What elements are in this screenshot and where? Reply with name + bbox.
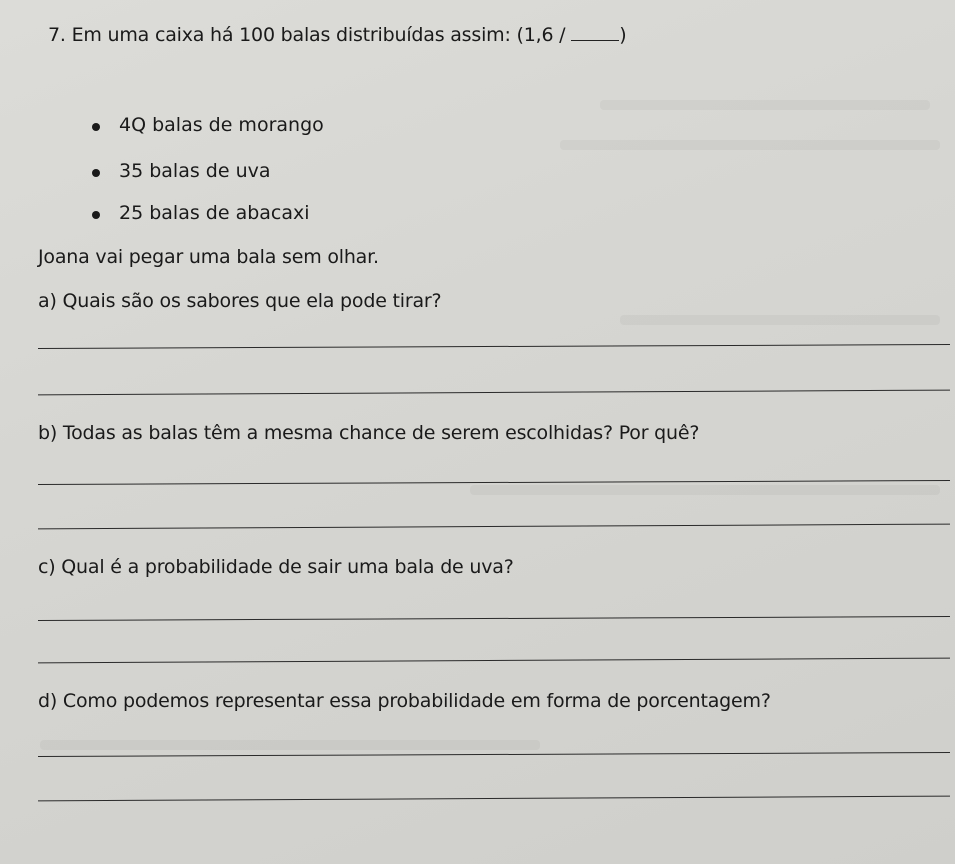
question-header-close: ) <box>619 24 627 46</box>
part-b-prompt: b) Todas as balas têm a mesma chance de serem escolhidas? Por quê? <box>38 422 700 444</box>
bleed-through-mark <box>40 740 540 750</box>
answer-line-d2[interactable] <box>38 796 950 802</box>
answer-line-d1[interactable] <box>38 752 950 757</box>
part-a-prompt: a) Quais são os sabores que ela pode tirar? <box>38 290 442 312</box>
header-blank <box>571 24 619 41</box>
bleed-through-mark <box>560 140 940 150</box>
answer-line-a1[interactable] <box>38 344 950 349</box>
bleed-through-mark <box>470 485 940 495</box>
intro-text: Joana vai pegar uma bala sem olhar. <box>38 246 379 268</box>
candy-label: 35 balas de uva <box>119 160 271 182</box>
bleed-through-mark <box>600 100 930 110</box>
bleed-through-mark <box>620 315 940 325</box>
question-header <box>48 24 626 46</box>
part-c-prompt: c) Qual é a probabilidade de sair uma bala de uva? <box>38 556 514 578</box>
candy-label: 4Q balas de morango <box>119 114 324 136</box>
answer-line-b2[interactable] <box>38 524 950 530</box>
bullet-icon <box>92 123 100 131</box>
candy-label: 25 balas de abacaxi <box>119 202 310 224</box>
bullet-icon <box>92 169 100 177</box>
part-d-prompt: d) Como podemos representar essa probabilidade em forma de porcentagem? <box>38 690 771 712</box>
answer-line-c2[interactable] <box>38 658 950 664</box>
bullet-icon <box>92 211 100 219</box>
question-header-text: 7. Em uma caixa há 100 balas distribuídas assim: (1,6 / <box>48 24 572 46</box>
answer-line-a2[interactable] <box>38 390 950 396</box>
answer-line-c1[interactable] <box>38 616 950 621</box>
